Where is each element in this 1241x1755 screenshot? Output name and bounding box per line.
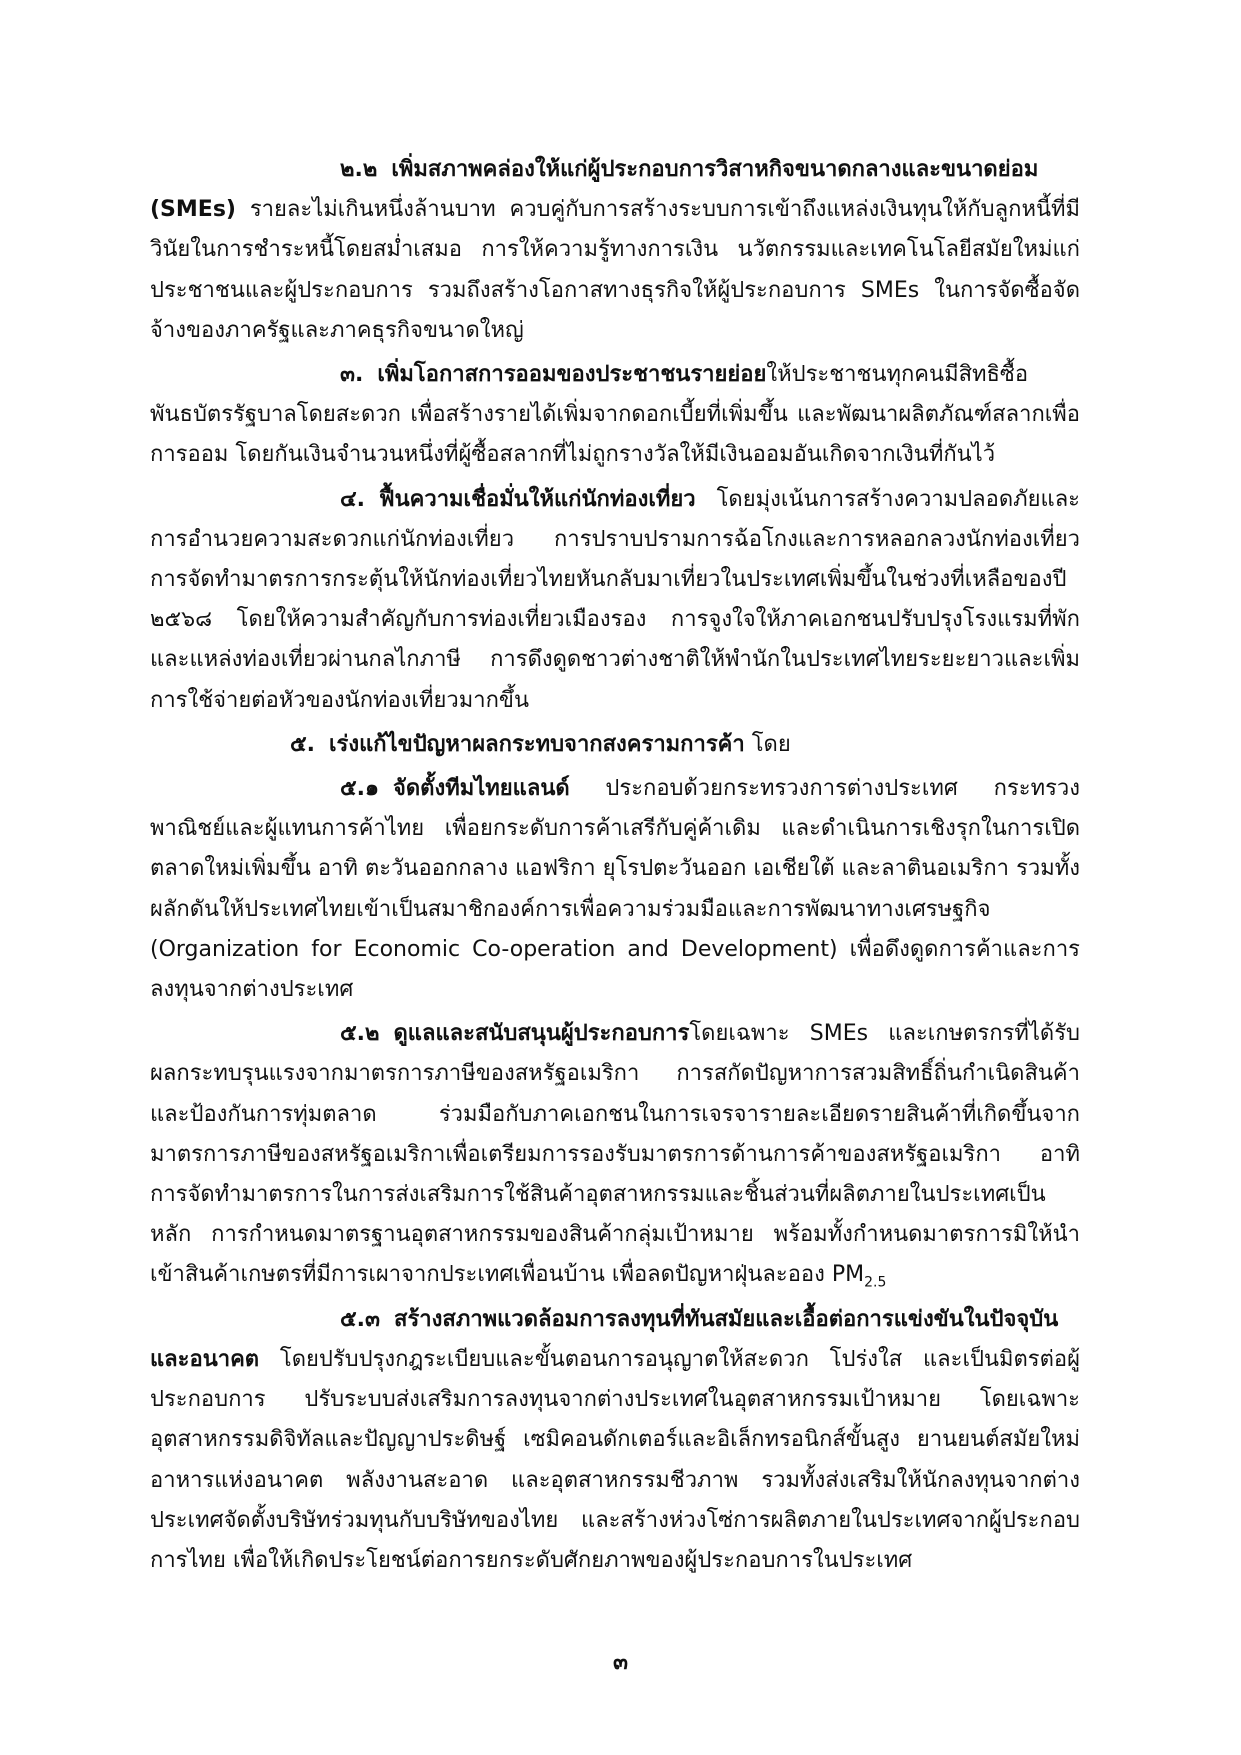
section-body: โดยมุ่งเน้นการสร้างความปลอดภัยและการอำนวยความสะดวกแก่นักท่องเที่ยว การปราบปรามการฉ้อโกงและการหลอกลวงนักท่องเที่ยว การจัดทำมาตรการกระตุ้นให้นักท่องเที่ยวไทยหันกลับมาเที่ยวในประเทศเพิ่มขึ้นในช่วงที่เหลือของปี ๒๕๖๘ โดยให้ความสำคัญกับการท่องเที่ยวเมืองรอง การจูงใจให้ภาคเอกชนปรับปรุงโรงแรมที่พักและแหล่งท่องเที่ยวผ่านกลไกภาษี การดึงดูดชาวต่างชาติให้พำนักในประเทศไทยระยะยาวและเพิ่มการใช้จ่ายต่อหัวของนักท่องเที่ยวมากขึ้น xyxy=(150,486,1080,713)
section-heading: ฟื้นความเชื่อมั่นให้แก่นักท่องเที่ยว xyxy=(379,486,696,512)
section-heading: เพิ่มสภาพคล่องให้แก่ผู้ประกอบการวิสาหกิจขนาดกลางและขนาดย่อม (SMEs) xyxy=(150,157,1039,223)
pm-subscript: 2.5 xyxy=(864,1274,887,1291)
section-number: ๓. xyxy=(340,362,364,388)
section-heading: สร้างสภาพแวดล้อมการลงทุนที่ทันสมัยและเอื้อต่อการแข่งขันในปัจจุบันและอนาคต xyxy=(150,1306,1059,1372)
section-number: ๕. xyxy=(290,731,316,757)
section-heading: ดูแลและสนับสนุนผู้ประกอบการ xyxy=(393,1021,690,1047)
section-body: โดย xyxy=(744,731,791,757)
section-heading: เร่งแก้ไขปัญหาผลกระทบจากสงครามการค้า xyxy=(329,731,745,757)
paragraph-2-2 xyxy=(150,150,1080,351)
paragraph-3 xyxy=(150,355,1080,476)
paragraph-5-1 xyxy=(150,769,1080,1010)
document-body xyxy=(150,150,1080,1585)
paragraph-5-2 xyxy=(150,1014,1080,1295)
section-body: โดยปรับปรุงกฎระเบียบและขั้นตอนการอนุญาตให้สะดวก โปร่งใส และเป็นมิตรต่อผู้ประกอบการ ปรับระบบส่งเสริมการลงทุนจากต่างประเทศในอุตสาหกรรมเป้าหมาย โดยเฉพาะอุตสาหกรรมดิจิทัลและปัญญาประดิษฐ์ เซมิคอนดักเตอร์และอิเล็กทรอนิกส์ขั้นสูง ยานยนต์สมัยใหม่อาหารแห่งอนาคต พลังงานสะอาด และอุตสาหกรรมชีวภาพ รวมทั้งส่งเสริมให้นักลงทุนจากต่างประเทศจัดตั้งบริษัทร่วมทุนกับบริษัทของไทย และสร้างห่วงโซ่การผลิตภายในประเทศจากผู้ประกอบการไทย เพื่อให้เกิดประโยชน์ต่อการยกระดับศักยภาพของผู้ประกอบการในประเทศ xyxy=(150,1346,1080,1573)
section-body: รายละไม่เกินหนึ่งล้านบาท ควบคู่กับการสร้างระบบการเข้าถึงแหล่งเงินทุนให้กับลูกหนี้ที่มีวินัยในการชำระหนี้โดยสม่ำเสมอ การให้ความรู้ทางการเงิน นวัตกรรมและเทคโนโลยีสมัยใหม่แก่ประชาชนและผู้ประกอบการ รวมถึงสร้างโอกาสทางธุรกิจให้ผู้ประกอบการ SMEs ในการจัดซื้อจัดจ้างของภาครัฐและภาคธุรกิจขนาดใหญ่ xyxy=(150,197,1080,343)
section-heading: จัดตั้งทีมไทยแลนด์ xyxy=(392,776,570,802)
section-number: ๕.๑ xyxy=(340,776,379,802)
section-body: ประกอบด้วยกระทรวงการต่างประเทศ กระทรวงพาณิชย์และผู้แทนการค้าไทย เพื่อยกระดับการค้าเสรีกับคู่ค้าเดิม และดำเนินการเชิงรุกในการเปิดตลาดใหม่เพิ่มขึ้น อาทิ ตะวันออกกลาง แอฟริกา ยุโรปตะวันออก เอเชียใต้ และลาตินอเมริกา รวมทั้งผลักดันให้ประเทศไทยเข้าเป็นสมาชิกองค์การเพื่อความร่วมมือและการพัฒนาทางเศรษฐกิจ (Organization for Economic Co-operation and Development) เพื่อดึงดูดการค้าและการลงทุนจากต่างประเทศ xyxy=(150,776,1080,1003)
section-body: โดยเฉพาะ SMEs และเกษตรกรที่ได้รับผลกระทบรุนแรงจากมาตรการภาษีของสหรัฐอเมริกา การสกัดปัญหาการสวมสิทธิ์ถิ่นกำเนิดสินค้า และป้องกันการทุ่มตลาด ร่วมมือกับภาคเอกชนในการเจรจารายละเอียดรายสินค้าที่เกิดขึ้นจากมาตรการภาษีของสหรัฐอเมริกาเพื่อเตรียมการรองรับมาตรการด้านการค้าของสหรัฐอเมริกา อาทิ การจัดทำมาตรการในการส่งเสริมการใช้สินค้าอุตสาหกรรมและชิ้นส่วนที่ผลิตภายในประเทศเป็นหลัก การกำหนดมาตรฐานอุตสาหกรรมของสินค้ากลุ่มเป้าหมาย พร้อมทั้งกำหนดมาตรการมิให้นำเข้าสินค้าเกษตรที่มีการเผาจากประเทศเพื่อนบ้าน เพื่อลดปัญหาฝุ่นละออง PM xyxy=(150,1021,1080,1288)
paragraph-5-3 xyxy=(150,1300,1080,1581)
section-number: ๔. xyxy=(340,486,366,512)
paragraph-4 xyxy=(150,480,1080,721)
section-number: ๕.๒ xyxy=(340,1021,380,1047)
paragraph-5 xyxy=(150,725,1080,765)
section-heading: เพิ่มโอกาสการออมของประชาชนรายย่อย xyxy=(377,362,767,388)
section-number: ๒.๒ xyxy=(340,157,378,182)
section-number: ๕.๓ xyxy=(340,1306,381,1332)
section-body: ให้ประชาชนทุกคนมีสิทธิซื้อพันธบัตรรัฐบาลโดยสะดวก เพื่อสร้างรายได้เพิ่มจากดอกเบี้ยที่เพิ่มขึ้น และพัฒนาผลิตภัณฑ์สลากเพื่อการออม โดยกันเงินจำนวนหนึ่งที่ผู้ซื้อสลากที่ไม่ถูกรางวัลให้มีเงินออมอันเกิดจากเงินที่กันไว้ xyxy=(150,362,1080,468)
page-number: ๓ xyxy=(612,1650,629,1675)
